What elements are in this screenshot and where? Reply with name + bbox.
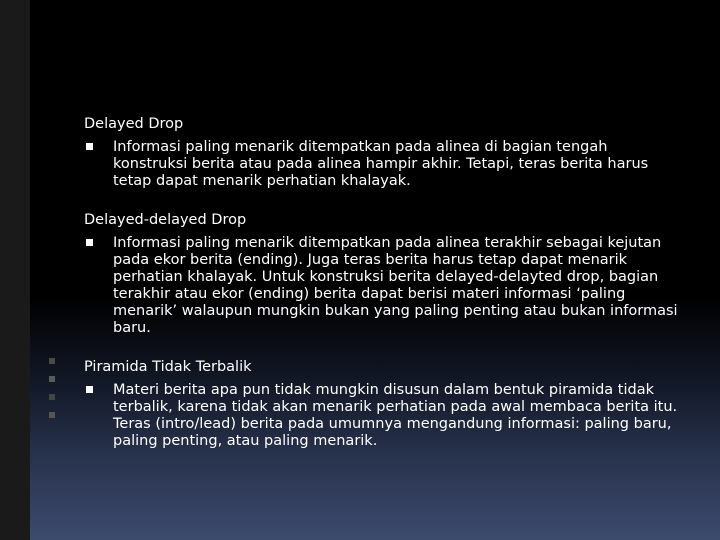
left-strip [0, 0, 30, 540]
slide-content [84, 116, 684, 472]
square-bullet-icon [86, 143, 93, 150]
accent-square [49, 394, 55, 400]
section-piramida-tidak-terbalik [84, 359, 684, 450]
square-bullet-icon [86, 239, 93, 246]
section-heading: Delayed Drop [84, 116, 184, 132]
section-heading: Delayed-delayed Drop [84, 212, 247, 228]
bullet-item [84, 139, 684, 190]
section-delayed-delayed-drop [84, 212, 684, 337]
accent-square [49, 358, 55, 364]
square-bullet-icon [86, 386, 93, 393]
bullet-text: Informasi paling menarik ditempatkan pada alinea terakhir sebagai kejutan pada ekor berita (ending). Juga teras berita harus tetap dapat menarik perhatian khalayak. Untuk konstruksi berita delayed-delayted drop, bagian terakhir atau ekor (ending) berita dapat berisi materi informasi ‘paling menarik’ walaupun mungkin bukan yang paling penting atau bukan informasi baru. [113, 235, 678, 336]
bullet-text: Informasi paling menarik ditempatkan pada alinea di bagian tengah konstruksi berita atau pada alinea hampir akhir. Tetapi, teras berita harus tetap dapat menarik perhatian khalayak. [113, 139, 649, 189]
bullet-item [84, 235, 684, 337]
accent-block [46, 52, 59, 82]
bullet-text: Materi berita apa pun tidak mungkin disusun dalam bentuk piramida tidak terbalik, karena tidak akan menarik perhatian pada awal membaca berita itu. Teras (intro/lead) berita pada umumnya mengandung informasi: paling baru, paling penting, atau paling menarik. [113, 382, 678, 449]
accent-square [49, 376, 55, 382]
bullet-item [84, 382, 684, 450]
accent-square [49, 412, 55, 418]
section-delayed-drop [84, 116, 684, 190]
section-heading: Piramida Tidak Terbalik [84, 359, 252, 375]
